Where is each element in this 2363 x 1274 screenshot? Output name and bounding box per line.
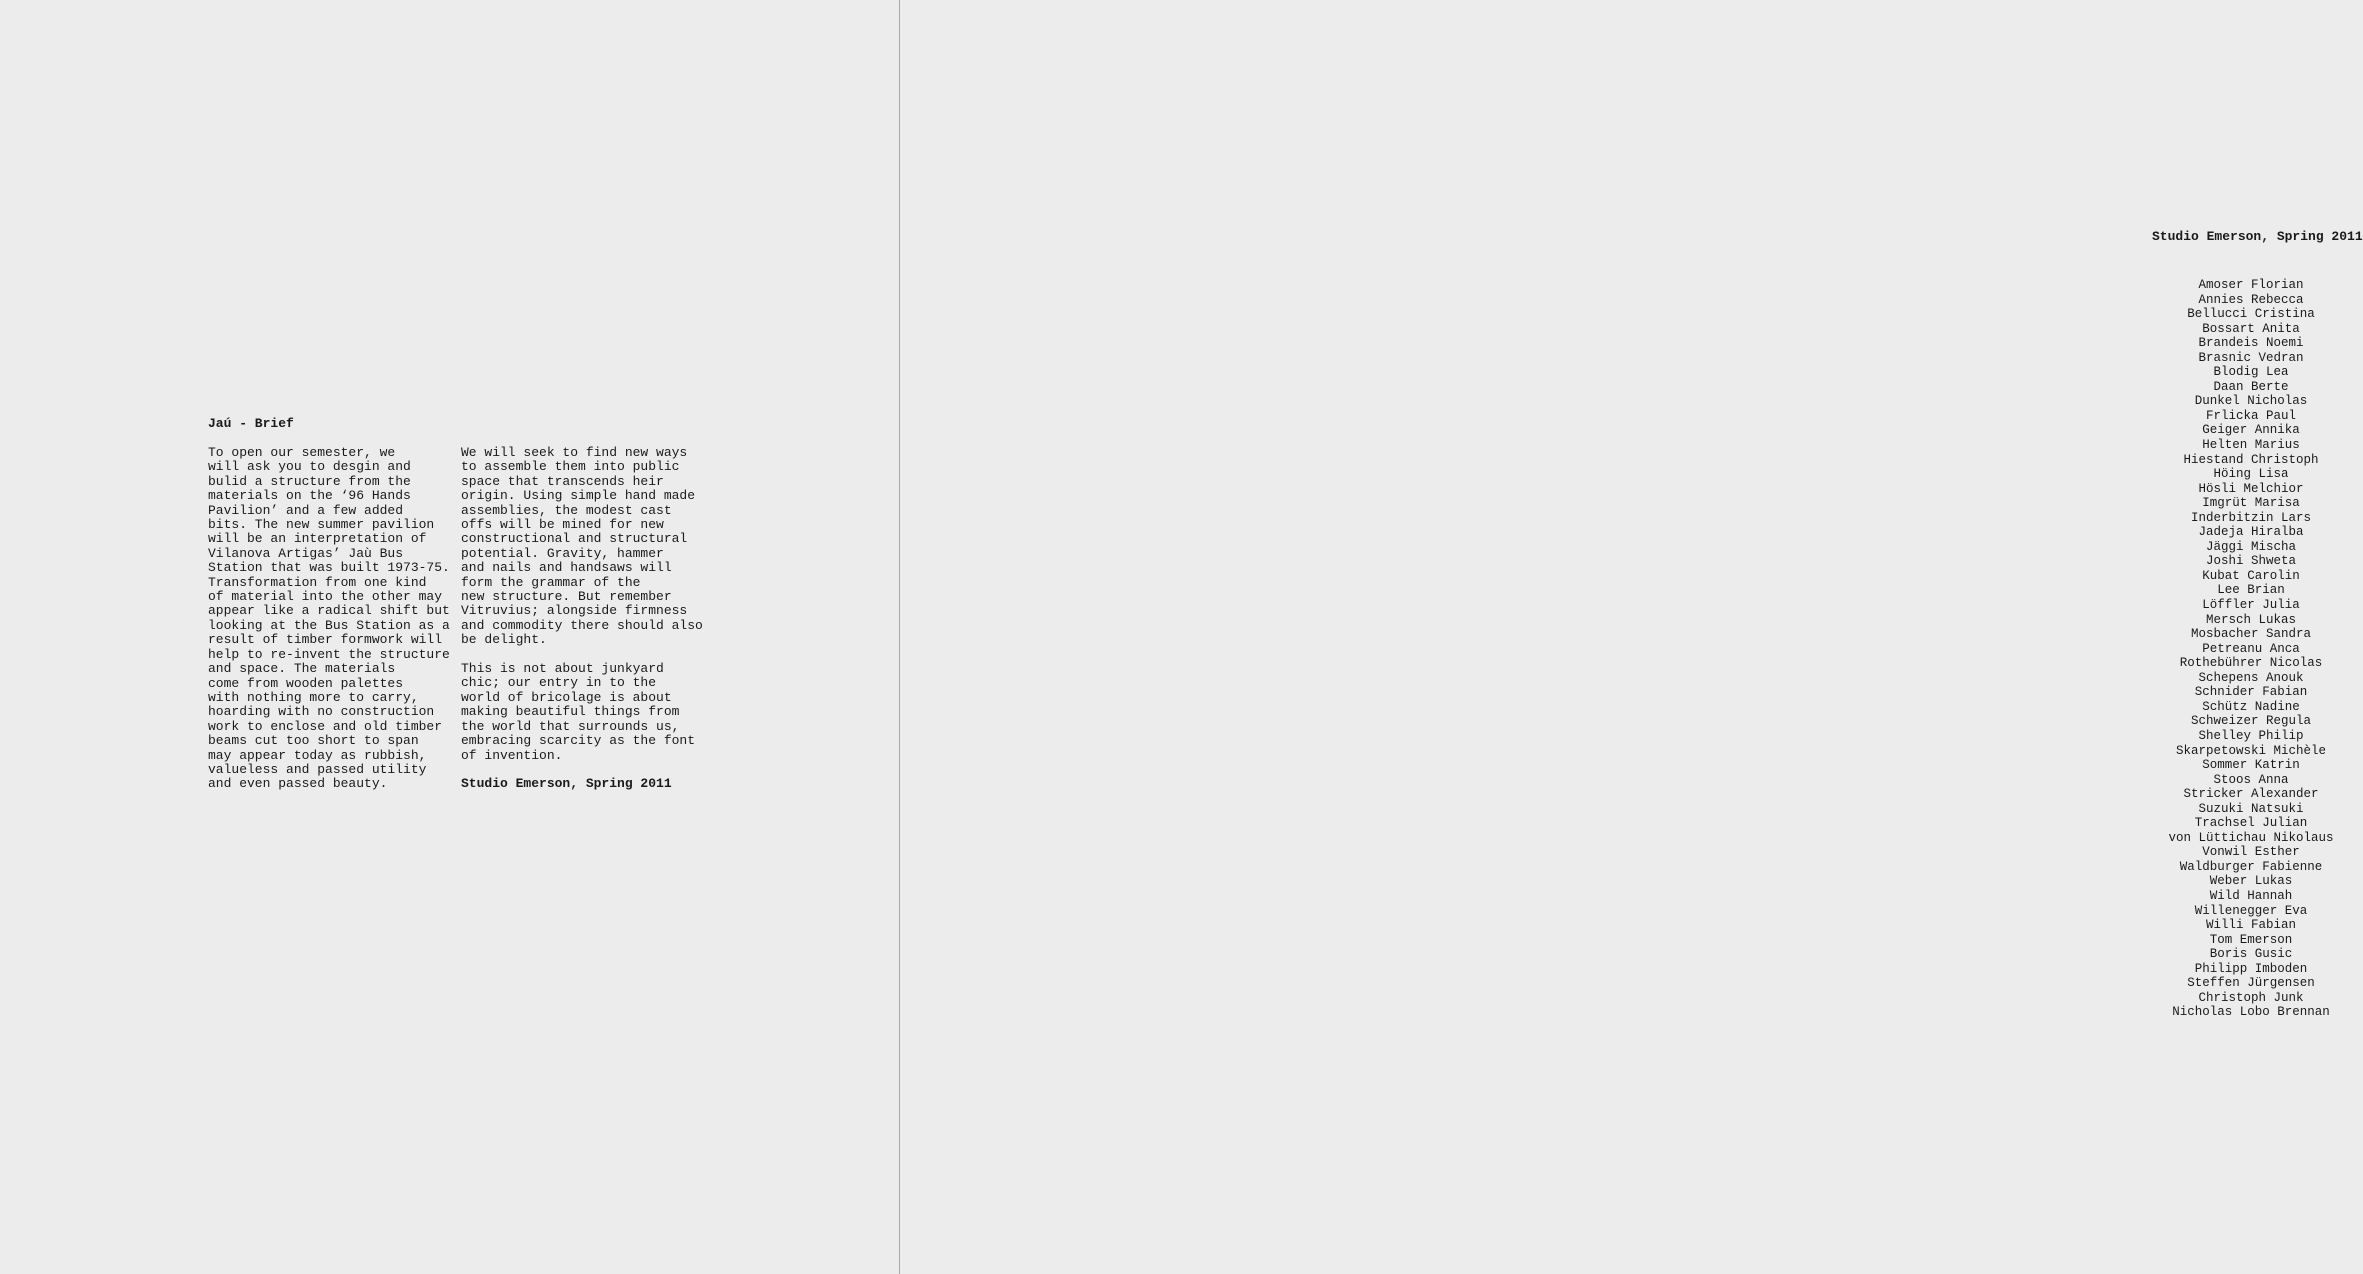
participant-name: Schütz Nadine <box>2202 699 2300 714</box>
participant-name: Stoos Anna <box>2213 772 2289 787</box>
page-gutter-divider <box>899 0 900 1274</box>
participant-name: Rothebührer Nicolas <box>2179 656 2323 671</box>
participant-name: Stricker Alexander <box>2183 787 2319 802</box>
participant-name: Mosbacher Sandra <box>2190 627 2312 642</box>
participant-name: Sommer Katrin <box>2202 758 2300 773</box>
participant-name: Wild Hannah <box>2209 888 2293 903</box>
participant-name: Joshi Shweta <box>2205 554 2296 569</box>
participant-name: Daan Berte <box>2213 379 2289 394</box>
participant-name: Helten Marius <box>2202 438 2300 453</box>
participant-name: Brandeis Noemi <box>2198 336 2304 351</box>
left-page <box>0 0 899 1274</box>
participant-name: Shelley Philip <box>2198 728 2304 743</box>
participant-name: Bellucci Cristina <box>2187 307 2315 322</box>
participant-name: Hösli Melchior <box>2198 481 2304 496</box>
participant-name: Geiger Annika <box>2202 423 2300 438</box>
participant-name: Bossart Anita <box>2202 321 2300 336</box>
brief-paragraph: We will seek to find new ways to assemble them into public space that transcends heir origin. Using simple hand made assemblies, the modest cast offs will be mined for new constructional and structural potential. Gravity, hammer and nails and handsaws will form the grammar of the new structure. But remember Vitruvius; alongside firmness and commodity there should also be delight. <box>461 445 703 648</box>
participant-name: Mersch Lukas <box>2205 612 2296 627</box>
participant-name: Philipp Imboden <box>2194 961 2308 976</box>
participant-name: Vonwil Esther <box>2202 845 2300 860</box>
participant-name: von Lüttichau Nikolaus <box>2168 830 2334 845</box>
participant-name: Nicholas Lobo Brennan <box>2172 1005 2330 1020</box>
participant-name: Dunkel Nicholas <box>2194 394 2308 409</box>
participant-name: Schnider Fabian <box>2194 685 2308 700</box>
participant-name: Boris Gusic <box>2209 947 2293 962</box>
participant-name: Weber Lukas <box>2209 874 2293 889</box>
participant-name: Löffler Julia <box>2202 598 2300 613</box>
participant-name: Christoph Junk <box>2198 990 2304 1005</box>
participant-name: Trachsel Julian <box>2194 816 2308 831</box>
participant-name: Blodig Lea <box>2213 365 2289 380</box>
participant-name: Hiestand Christoph <box>2183 452 2319 467</box>
participant-name: Suzuki Natsuki <box>2198 801 2304 816</box>
brief-title: Jaú - Brief <box>208 416 294 431</box>
participant-name: Amoser Florian <box>2198 278 2304 292</box>
participant-name: Annies Rebecca <box>2198 292 2304 307</box>
participant-name: Schepens Anouk <box>2198 670 2304 685</box>
participant-name: Lee Brian <box>2217 583 2285 598</box>
participant-name: Willenegger Eva <box>2194 903 2308 918</box>
brief-column-1 <box>208 446 448 792</box>
participant-name: Höing Lisa <box>2213 467 2289 482</box>
brief-paragraph: This is not about junkyard chic; our entry in to the world of bricolage is about making beautiful things from the world that surrounds us, embracing scarcity as the font of invention. <box>461 661 696 763</box>
participant-name: Kubat Carolin <box>2202 568 2300 583</box>
participant-name: Imgrüt Marisa <box>2202 496 2300 511</box>
participant-name: Petreanu Anca <box>2202 641 2300 656</box>
participant-name: Jadeja Hiralba <box>2198 525 2304 540</box>
participant-name: Skarpetowski Michèle <box>2175 743 2327 758</box>
credits-title: Studio Emerson, Spring 2011 <box>2152 229 2363 244</box>
participant-name: Steffen Jürgensen <box>2187 976 2315 991</box>
brief-paragraph: To open our semester, we will ask you to desgin and bulid a structure from the materials on the ‘96 Hands Pavilion’ and a few added bits. The new summer pavilion will be an interpretation of Vilanova Artigas’ Jaù Bus Station that was built 1973-75. Transformation from one kind of material into the other may appear like a radical shift but looking at the Bus Station as a result of timber formwork will help to re-invent the structure and space. The materials come from wooden palettes with nothing more to carry, hoarding with no construction work to enclose and old timber beams cut too short to span may appear today as rubbish, valueless and passed utility and even passed beauty. <box>208 445 450 792</box>
participant-list <box>2151 278 2351 1020</box>
participant-name: Waldburger Fabienne <box>2179 859 2323 874</box>
participant-name: Inderbitzin Lars <box>2190 510 2312 525</box>
participant-name: Willi Fabian <box>2205 918 2296 933</box>
right-page <box>901 0 2363 1274</box>
participant-name: Tom Emerson <box>2209 932 2293 947</box>
participant-name: Brasnic Vedran <box>2198 350 2304 365</box>
brief-column-2 <box>461 446 701 792</box>
brief-signature: Studio Emerson, Spring 2011 <box>461 776 672 792</box>
participant-name: Frlicka Paul <box>2205 408 2296 423</box>
participant-name: Schweizer Regula <box>2190 714 2312 729</box>
participant-name: Jäggi Mischa <box>2205 539 2296 554</box>
